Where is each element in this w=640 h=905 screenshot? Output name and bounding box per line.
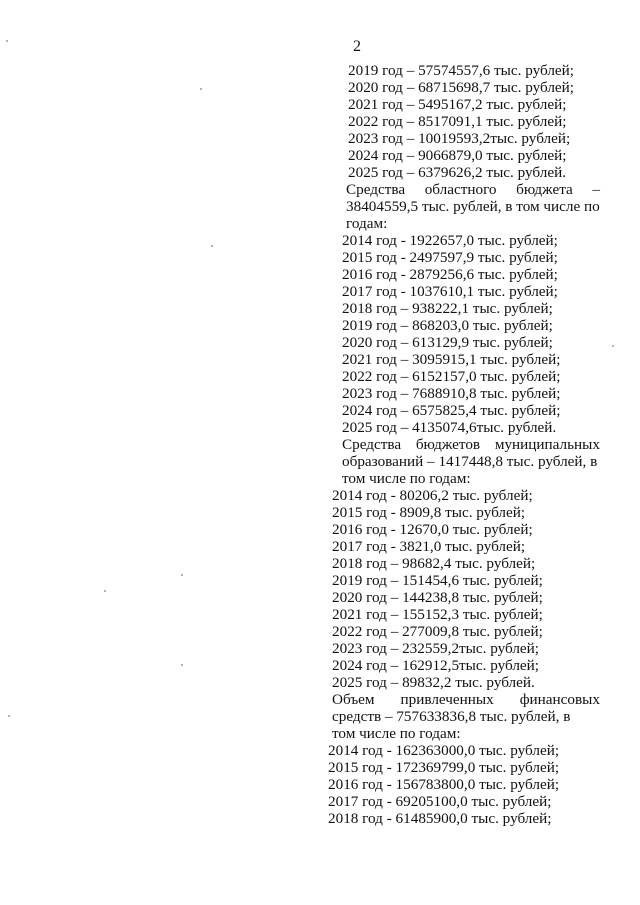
- heading-word: бюджетов: [415, 436, 481, 453]
- heading-word: привлеченных: [400, 691, 494, 708]
- scan-speck: [181, 574, 183, 576]
- scan-speck: [104, 590, 106, 592]
- funding-line: 2019 год – 868203,0 тыс. рублей;: [342, 317, 553, 334]
- funding-line: 2021 год – 155152,3 тыс. рублей;: [332, 606, 543, 623]
- scan-speck: [8, 715, 10, 717]
- municipal-budget-years-label: том числе по годам:: [342, 470, 471, 487]
- funding-line: 2025 год – 4135074,6тыс. рублей.: [342, 419, 557, 436]
- funding-line: 2021 год – 5495167,2 тыс. рублей;: [348, 96, 567, 113]
- heading-word: Средства: [342, 436, 402, 453]
- funding-line: 2021 год – 3095915,1 тыс. рублей;: [342, 351, 561, 368]
- municipal-budget-heading: [328, 436, 600, 453]
- scan-speck: [612, 345, 614, 347]
- funding-line: 2022 год – 277009,8 тыс. рублей;: [332, 623, 543, 640]
- funding-line: 2020 год – 68715698,7 тыс. рублей;: [348, 79, 575, 96]
- regional-budget-years-label: годам:: [346, 215, 388, 232]
- funding-line: 2014 год - 162363000,0 тыс. рублей;: [328, 742, 560, 759]
- heading-word: муниципальных: [494, 436, 600, 453]
- municipal-budget-total: образований – 1417448,8 тыс. рублей, в: [342, 453, 598, 470]
- funding-line: 2020 год – 613129,9 тыс. рублей;: [342, 334, 553, 351]
- heading-word: –: [592, 181, 600, 198]
- funding-line: 2025 год – 89832,2 тыс. рублей.: [332, 674, 535, 691]
- attracted-funds-total: средств – 757633836,8 тыс. рублей, в: [332, 708, 571, 725]
- funding-line: 2024 год – 9066879,0 тыс. рублей;: [348, 147, 567, 164]
- attracted-funds-heading: [328, 691, 600, 708]
- funding-line: 2015 год - 2497597,9 тыс. рублей;: [342, 249, 558, 266]
- funding-line: 2018 год – 938222,1 тыс. рублей;: [342, 300, 553, 317]
- funding-line: 2016 год - 2879256,6 тыс. рублей;: [342, 266, 558, 283]
- funding-line: 2022 год – 8517091,1 тыс. рублей;: [348, 113, 567, 130]
- funding-line: 2017 год - 1037610,1 тыс. рублей;: [342, 283, 558, 300]
- funding-line: 2017 год - 69205100,0 тыс. рублей;: [328, 793, 552, 810]
- funding-line: 2015 год - 172369799,0 тыс. рублей;: [328, 759, 560, 776]
- scan-speck: [211, 245, 213, 247]
- attracted-funds-years-label: том числе по годам:: [332, 725, 461, 742]
- funding-line: 2016 год - 12670,0 тыс. рублей;: [332, 521, 533, 538]
- funding-line: 2014 год - 1922657,0 тыс. рублей;: [342, 232, 558, 249]
- scan-speck: [181, 664, 183, 666]
- heading-word: Объем: [332, 691, 375, 708]
- heading-word: финансовых: [519, 691, 600, 708]
- regional-budget-heading: [328, 181, 600, 198]
- funding-line: 2014 год - 80206,2 тыс. рублей;: [332, 487, 533, 504]
- funding-line: 2019 год – 57574557,6 тыс. рублей;: [348, 62, 575, 79]
- heading-word: Средства: [346, 181, 406, 198]
- funding-line: 2023 год – 10019593,2тыс. рублей;: [348, 130, 571, 147]
- funding-text-column: [328, 62, 600, 827]
- scan-speck: [6, 40, 8, 42]
- funding-line: 2018 год – 98682,4 тыс. рублей;: [332, 555, 536, 572]
- funding-line: 2023 год – 232559,2тыс. рублей;: [332, 640, 540, 657]
- regional-budget-total: 38404559,5 тыс. рублей, в том числе по: [346, 198, 600, 215]
- funding-line: 2024 год – 6575825,4 тыс. рублей;: [342, 402, 561, 419]
- funding-line: 2023 год – 7688910,8 тыс. рублей;: [342, 385, 561, 402]
- page-number: 2: [353, 38, 361, 55]
- heading-word: бюджета: [516, 181, 573, 198]
- funding-line: 2022 год – 6152157,0 тыс. рублей;: [342, 368, 561, 385]
- funding-line: 2018 год - 61485900,0 тыс. рублей;: [328, 810, 552, 827]
- funding-line: 2015 год - 8909,8 тыс. рублей;: [332, 504, 526, 521]
- funding-line: 2020 год – 144238,8 тыс. рублей;: [332, 589, 543, 606]
- scan-speck: [200, 88, 202, 90]
- funding-line: 2016 год - 156783800,0 тыс. рублей;: [328, 776, 560, 793]
- funding-line: 2025 год – 6379626,2 тыс. рублей.: [348, 164, 566, 181]
- funding-line: 2019 год – 151454,6 тыс. рублей;: [332, 572, 543, 589]
- heading-word: областного: [424, 181, 497, 198]
- funding-line: 2024 год – 162912,5тыс. рублей;: [332, 657, 540, 674]
- funding-line: 2017 год - 3821,0 тыс. рублей;: [332, 538, 526, 555]
